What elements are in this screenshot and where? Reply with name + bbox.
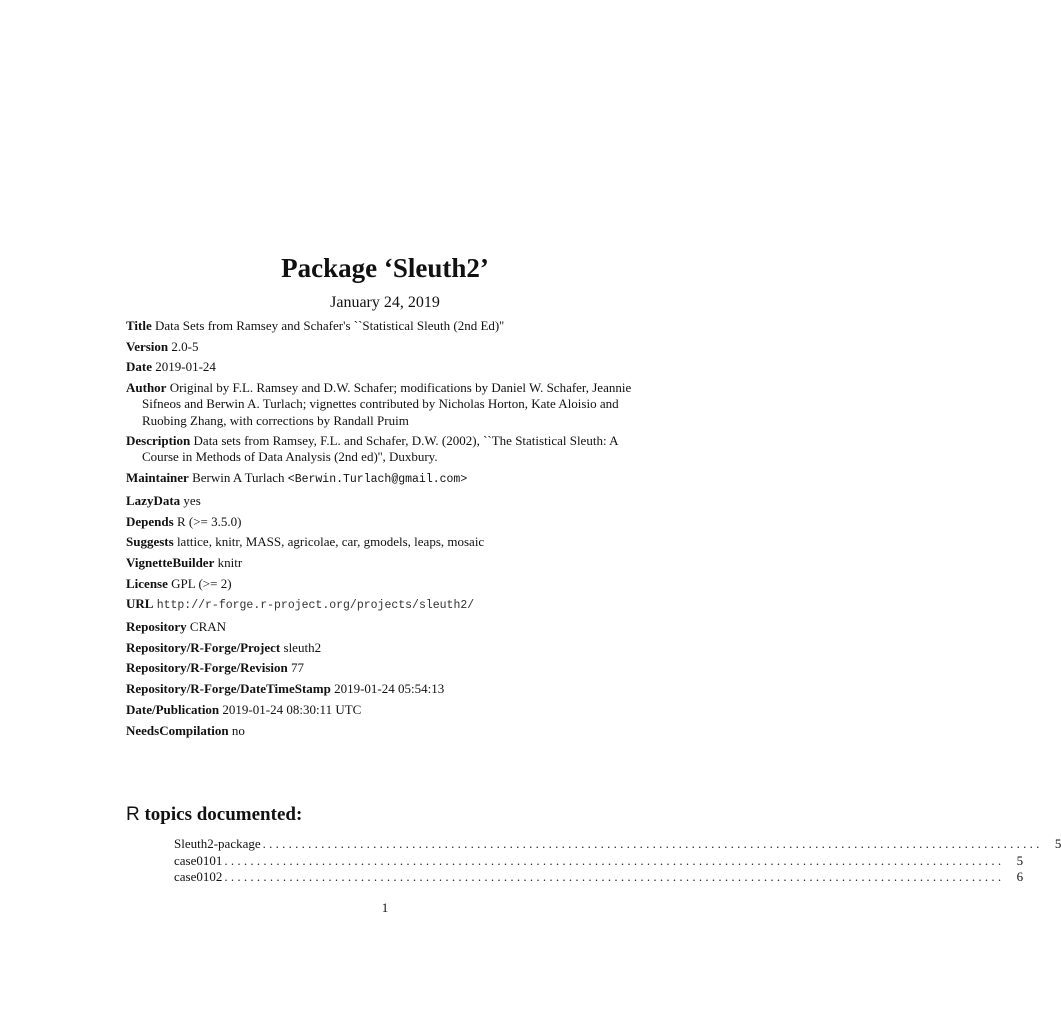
field-label: Title xyxy=(126,318,152,333)
field-label: NeedsCompilation xyxy=(126,722,229,738)
field-rforge-revision xyxy=(126,660,646,676)
field-value: 2019-01-24 xyxy=(155,359,216,375)
field-label: Author xyxy=(126,380,167,396)
field-repository xyxy=(126,619,646,635)
maintainer-email: <Berwin.Turlach@gmail.com> xyxy=(287,473,468,487)
field-value: Data Sets from Ramsey and Schafer's ``Statistical Sleuth (2nd Ed)'' xyxy=(155,318,504,333)
field-vignettebuilder xyxy=(126,555,646,571)
field-label: LazyData xyxy=(126,492,181,508)
toc-entry-page[interactable]: 5 xyxy=(1054,836,1061,851)
field-label: Date/Publication xyxy=(126,701,220,717)
field-value: Original by F.L. Ramsey and D.W. Schafer; modifications by Daniel W. Schafer, Jeannie Sifneos and Berwin A. Turlach; vignettes contributed by Nicholas Horton, Kate Aloisio and Ruobing Zhang, with corrections by Randall Pruim xyxy=(142,380,632,428)
toc-leader-dots: . . . . . . . . . . . . . . . . . . . . . . . . . . . . . . . . . . . . . . . . . . . . . . . . . . . . . . . . . . . . . . . . . . . . . . . . . . . . . . . . . . . . . . . . . . . . . . . . . . . . . . . . . . . . . . . . . . . . . . . . xyxy=(224,852,1002,868)
field-needscompilation xyxy=(126,723,646,739)
field-value: Berwin A Turlach xyxy=(192,470,285,486)
field-value: 77 xyxy=(291,660,305,676)
field-title xyxy=(126,318,646,334)
toc-entry[interactable] xyxy=(174,869,1024,886)
field-label: Repository/R-Forge/DateTimeStamp xyxy=(126,681,331,697)
field-label: Repository xyxy=(126,619,187,635)
toc-leader-dots: . . . . . . . . . . . . . . . . . . . . . . . . . . . . . . . . . . . . . . . . . . . . . . . . . . . . . . . . . . . . . . . . . . . . . . . . . . . . . . . . . . . . . . . . . . . . . . . . . . . . . . . . . . . . . . . . . . . . . . . . xyxy=(224,869,1002,884)
field-value: 2019-01-24 08:30:11 UTC xyxy=(222,701,362,717)
field-suggests xyxy=(126,534,646,550)
field-rforge-datetimestamp xyxy=(126,681,646,697)
topics-heading xyxy=(126,802,302,828)
page-number: 1 xyxy=(381,900,389,915)
field-description xyxy=(126,433,646,465)
field-label: Repository/R-Forge/Revision xyxy=(126,660,288,676)
package-date: January 24, 2019 xyxy=(330,294,440,311)
field-url xyxy=(126,596,646,614)
field-date-publication xyxy=(126,702,646,718)
field-label: License xyxy=(126,575,168,591)
topics-heading-r: R xyxy=(126,804,140,825)
field-author xyxy=(126,380,646,429)
field-depends xyxy=(126,514,646,530)
field-lazydata xyxy=(126,493,646,509)
toc-entry-name[interactable]: case0102 xyxy=(174,869,223,884)
field-version xyxy=(126,339,646,355)
field-rforge-project xyxy=(126,640,646,656)
field-label: URL xyxy=(126,596,154,612)
toc-entry-page[interactable]: 5 xyxy=(1016,852,1024,868)
field-value: GPL (>= 2) xyxy=(171,575,232,591)
toc-entry[interactable] xyxy=(174,836,1061,853)
field-label: Repository/R-Forge/Project xyxy=(126,639,281,655)
package-title: Package ‘Sleuth2’ xyxy=(281,253,489,283)
field-value: R (>= 3.5.0) xyxy=(176,513,242,529)
field-license xyxy=(126,576,646,592)
field-label: Version xyxy=(126,338,169,354)
description-fields xyxy=(126,318,646,743)
field-label: Date xyxy=(126,359,152,375)
field-value: 2019-01-24 05:54:13 xyxy=(334,681,445,697)
field-date xyxy=(126,359,646,375)
topics-toc xyxy=(174,836,1061,886)
field-value: yes xyxy=(183,492,201,508)
field-label: Suggests xyxy=(126,534,174,550)
field-value: sleuth2 xyxy=(283,639,322,655)
field-value: lattice, knitr, MASS, agricolae, car, gmodels, leaps, mosaic xyxy=(176,534,485,550)
toc-entry[interactable] xyxy=(174,852,1024,870)
toc-entry-page[interactable]: 6 xyxy=(1016,869,1024,884)
field-value: 2.0-5 xyxy=(171,338,199,354)
topics-heading-text: topics documented: xyxy=(139,804,303,825)
field-value: CRAN xyxy=(189,619,227,635)
field-label: VignetteBuilder xyxy=(126,554,215,570)
toc-entry-name[interactable]: Sleuth2-package xyxy=(174,836,261,851)
field-value: knitr xyxy=(217,554,243,570)
field-label: Maintainer xyxy=(126,470,189,486)
field-value: Data sets from Ramsey, F.L. and Schafer, D.W. (2002), ``The Statistical Sleuth: A Course in Methods of Data Analysis (2nd ed)'', Duxbury. xyxy=(142,433,618,465)
field-value: no xyxy=(231,722,245,738)
field-maintainer xyxy=(126,470,646,488)
field-label: Description xyxy=(126,433,191,449)
toc-leader-dots: . . . . . . . . . . . . . . . . . . . . . . . . . . . . . . . . . . . . . . . . . . . . . . . . . . . . . . . . . . . . . . . . . . . . . . . . . . . . . . . . . . . . . . . . . . . . . . . . . . . . . . . . . . . . . . . . . . . . . . . . xyxy=(262,836,1040,851)
field-label: Depends xyxy=(126,513,174,529)
toc-entry-name[interactable]: case0101 xyxy=(174,852,223,868)
url-link[interactable]: http://r-forge.r-project.org/projects/sleuth2/ xyxy=(156,599,475,613)
